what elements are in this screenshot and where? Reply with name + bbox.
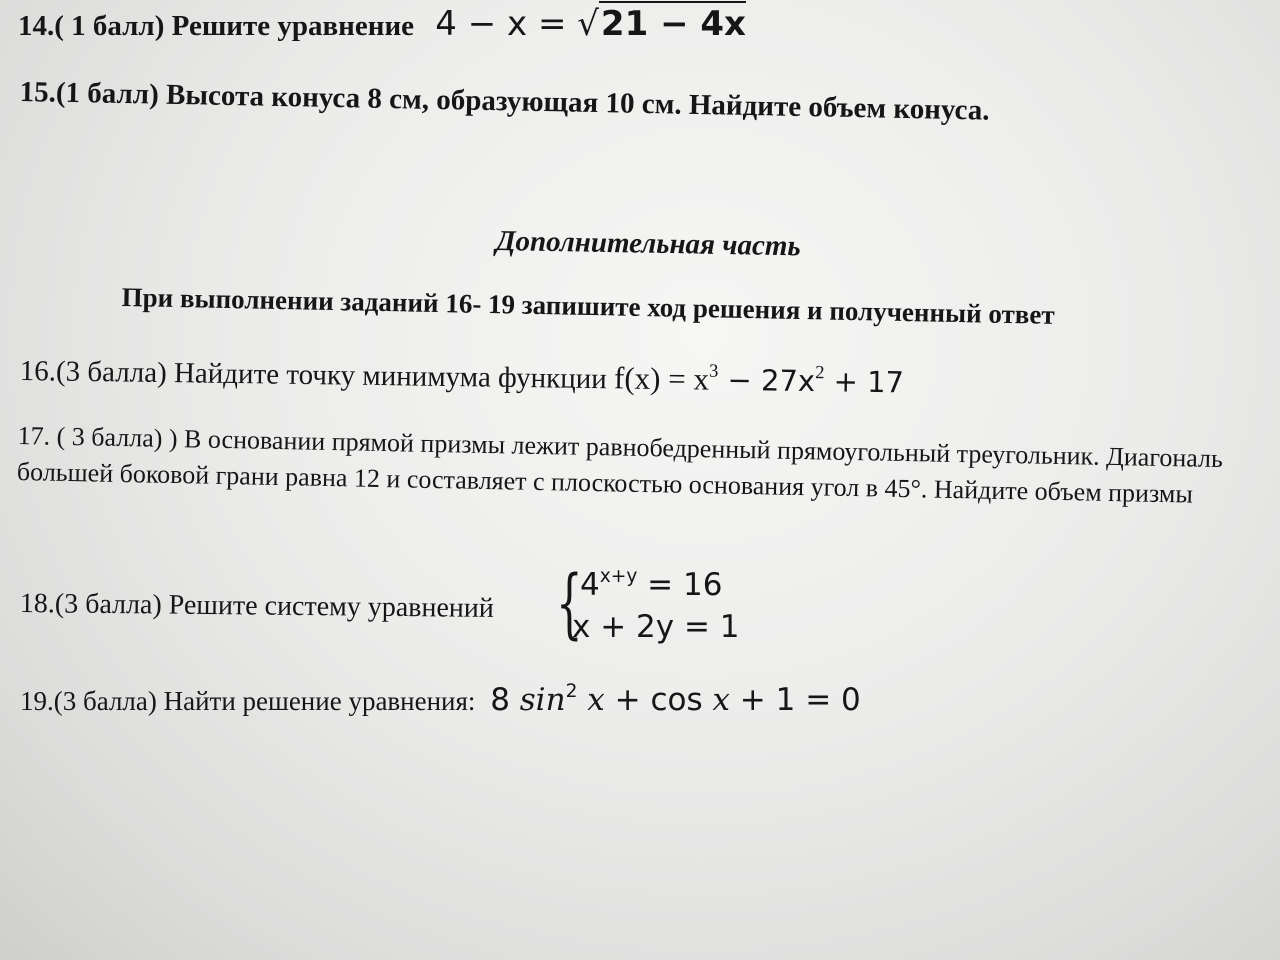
fx-head: f(x) = x (613, 360, 710, 397)
row1-exponent: x+y (599, 565, 638, 587)
question-14-equation (435, 4, 746, 44)
sqrt-sign: √ (577, 4, 599, 44)
question-19 (20, 682, 861, 718)
question-16 (19, 352, 904, 400)
exponent-3: 3 (708, 360, 719, 382)
curly-brace: { (556, 558, 583, 647)
fx-middle: − 27x (718, 362, 816, 399)
section-instruction: При выполнении заданий 16- 19 запишите ход решения и полученный ответ (121, 282, 1055, 330)
equation-lhs: 4 − x = (435, 4, 578, 44)
question-17: 17. ( 3 балла) ) В основании прямой призмы лежит равнобедренный прямоугольный треугольник. Диагональ большей боковой грани равна 12 и составляет с плоскостью основания угол в 45°. Найдите объем призмы (16, 420, 1224, 509)
question-19-label: 19.(3 балла) Найти решение уравнения: (20, 686, 483, 716)
question-15: 15.(1 балл) Высота конуса 8 см, образующая 10 см. Найдите объем конуса. (19, 76, 990, 127)
question-16-label: 16.(3 балла) Найдите точку минимума функции (19, 354, 615, 396)
row1-base: 4 (580, 567, 600, 603)
cos-function: cos (650, 682, 703, 718)
sin-exponent: 2 (565, 680, 578, 702)
row1-rhs: = 16 (637, 567, 723, 603)
system-row-2: x + 2y = 1 (572, 609, 740, 645)
trig-equation (490, 682, 861, 718)
coefficient: 8 (490, 682, 520, 718)
cos-arg: x (702, 682, 730, 718)
exponent-2: 2 (815, 362, 825, 384)
fx-tail: + 17 (824, 364, 905, 400)
question-18: 18.(3 балла) Решите систему уравнений (19, 588, 495, 624)
plus-sign: + (604, 682, 651, 718)
function-definition (614, 360, 904, 399)
section-title: Дополнительная часть (495, 225, 801, 263)
sqrt-argument: 21 − 4x (599, 1, 746, 44)
question-14 (18, 4, 746, 44)
sin-arg: x (577, 682, 605, 718)
system-row-1 (580, 567, 722, 603)
equation-tail: + 1 = 0 (729, 682, 861, 718)
sin-function: sin (519, 682, 566, 718)
question-14-label: 14.( 1 балл) Решите уравнение (18, 10, 415, 42)
